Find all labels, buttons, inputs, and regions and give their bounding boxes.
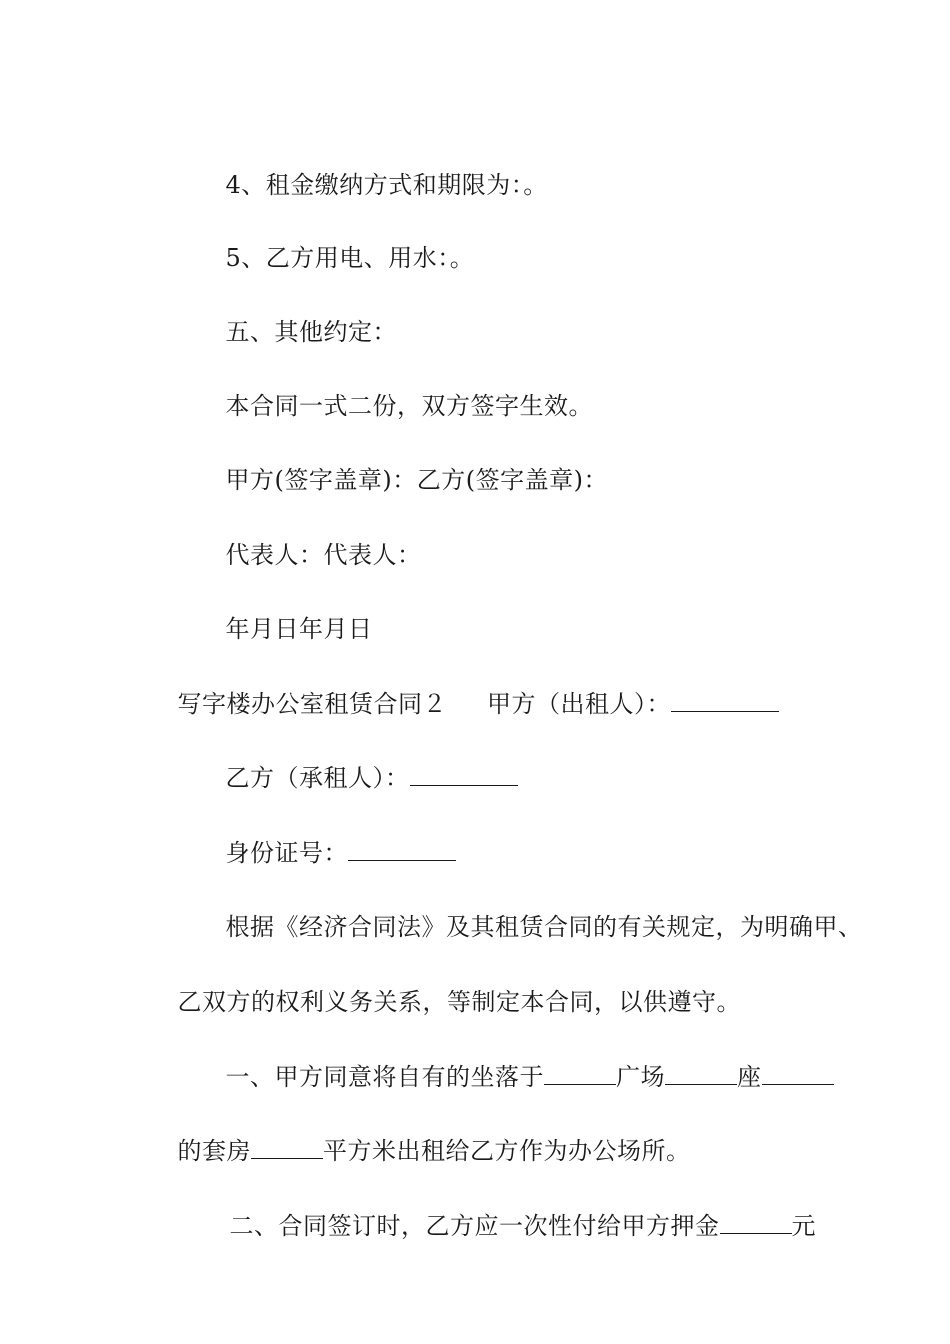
block-label: 座: [737, 1063, 762, 1091]
clause-text: 5、乙方用电、用水：。: [225, 244, 475, 272]
lessor-label: 甲方（出租人）：: [487, 690, 672, 718]
currency-unit: 元: [791, 1212, 817, 1240]
id-number-blank: [348, 840, 456, 861]
article-text: 平方米出租给乙方作为办公场所。: [323, 1137, 691, 1165]
clause-text: 4、租金缴纳方式和期限为：。: [225, 171, 548, 199]
lessee-label: 乙方（承租人）：: [225, 764, 410, 792]
plaza-blank: [665, 1064, 737, 1085]
representative-text: 代表人：代表人：: [225, 541, 422, 569]
location-blank: [544, 1064, 616, 1085]
lessor-blank: [671, 691, 779, 712]
article-text: 二、合同签订时，乙方应一次性付给甲方押金: [229, 1212, 720, 1240]
preamble-text: 乙双方的权利义务关系，等制定本合同，以供遵守。: [177, 988, 742, 1016]
date-text: 年月日年月日: [225, 615, 373, 643]
section-heading: 五、其他约定：: [225, 318, 398, 346]
id-number-label: 身份证号：: [225, 839, 349, 867]
article-text: 一、甲方同意将自有的坐落于: [225, 1063, 545, 1091]
block-blank: [762, 1064, 834, 1085]
deposit-blank: [720, 1213, 792, 1234]
preamble-text: 根据《经济合同法》及其租赁合同的有关规定，为明确甲、: [225, 913, 863, 941]
contract-title: 写字楼办公室租赁合同２: [177, 690, 448, 718]
plaza-label: 广场: [616, 1063, 666, 1091]
article-two-line: [197, 1181, 816, 1271]
lessee-blank: [410, 765, 518, 786]
suite-label: 的套房: [177, 1137, 252, 1165]
clause-text: 本合同一式二份，双方签字生效。: [225, 392, 594, 420]
area-blank: [251, 1138, 323, 1159]
signature-text: 甲方(签字盖章)：乙方(签字盖章)：: [225, 466, 608, 494]
